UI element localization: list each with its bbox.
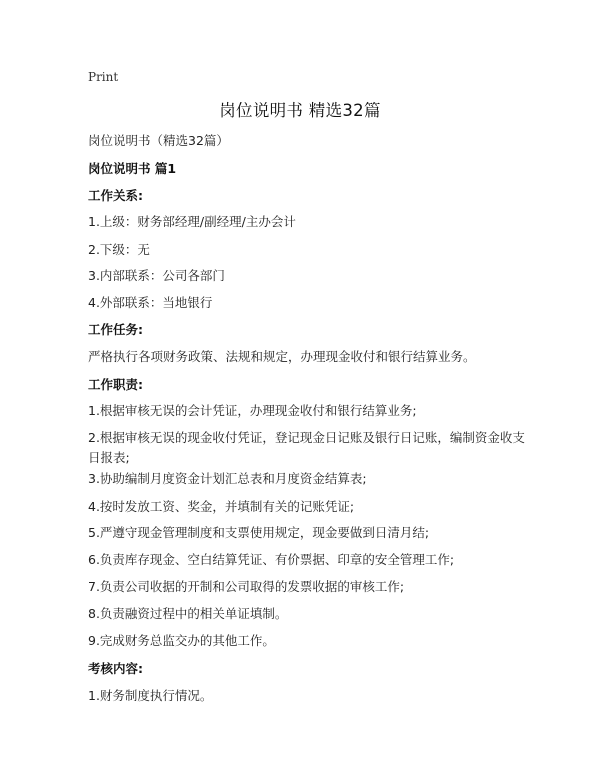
responsibility-item: 8.负责融资过程中的相关单证填制。 bbox=[88, 606, 288, 621]
work-tasks-text: 严格执行各项财务政策、法规和规定，办理现金收付和银行结算业务。 bbox=[88, 349, 476, 364]
work-relations-item: 4.外部联系：当地银行 bbox=[88, 295, 213, 310]
section-heading: 岗位说明书 篇1 bbox=[88, 161, 177, 176]
work-relations-item: 2.下级：无 bbox=[88, 242, 150, 257]
responsibility-item: 7.负责公司收据的开制和公司取得的发票收据的审核工作; bbox=[88, 579, 405, 594]
responsibility-item: 6.负责库存现金、空白结算凭证、有价票据、印章的安全管理工作; bbox=[88, 552, 455, 567]
responsibility-item: 9.完成财务总监交办的其他工作。 bbox=[88, 633, 275, 648]
document-subtitle: 岗位说明书（精选32篇） bbox=[88, 133, 229, 148]
print-label: Print bbox=[88, 70, 119, 84]
responsibility-item: 1.根据审核无误的会计凭证，办理现金收付和银行结算业务; bbox=[88, 403, 417, 418]
responsibility-item: 5.严遵守现金管理制度和支票使用规定，现金要做到日清月结; bbox=[88, 525, 430, 540]
assessment-heading: 考核内容: bbox=[88, 661, 143, 676]
work-tasks-heading: 工作任务: bbox=[88, 322, 143, 337]
responsibility-item: 4.按时发放工资、奖金，并填制有关的记账凭证; bbox=[88, 499, 355, 514]
responsibilities-heading: 工作职责: bbox=[88, 377, 143, 392]
assessment-item: 1.财务制度执行情况。 bbox=[88, 688, 213, 703]
responsibility-item: 2.根据审核无误的现金收付凭证，登记现金日记账及银行日记账，编制资金收支日报表; bbox=[88, 430, 525, 465]
work-relations-item: 1.上级：财务部经理/副经理/主办会计 bbox=[88, 214, 296, 229]
work-relations-item: 3.内部联系：公司各部门 bbox=[88, 268, 225, 283]
document-title: 岗位说明书 精选32篇 bbox=[219, 101, 381, 120]
responsibility-item: 3.协助编制月度资金计划汇总表和月度资金结算表; bbox=[88, 471, 367, 486]
work-relations-heading: 工作关系: bbox=[88, 188, 143, 203]
